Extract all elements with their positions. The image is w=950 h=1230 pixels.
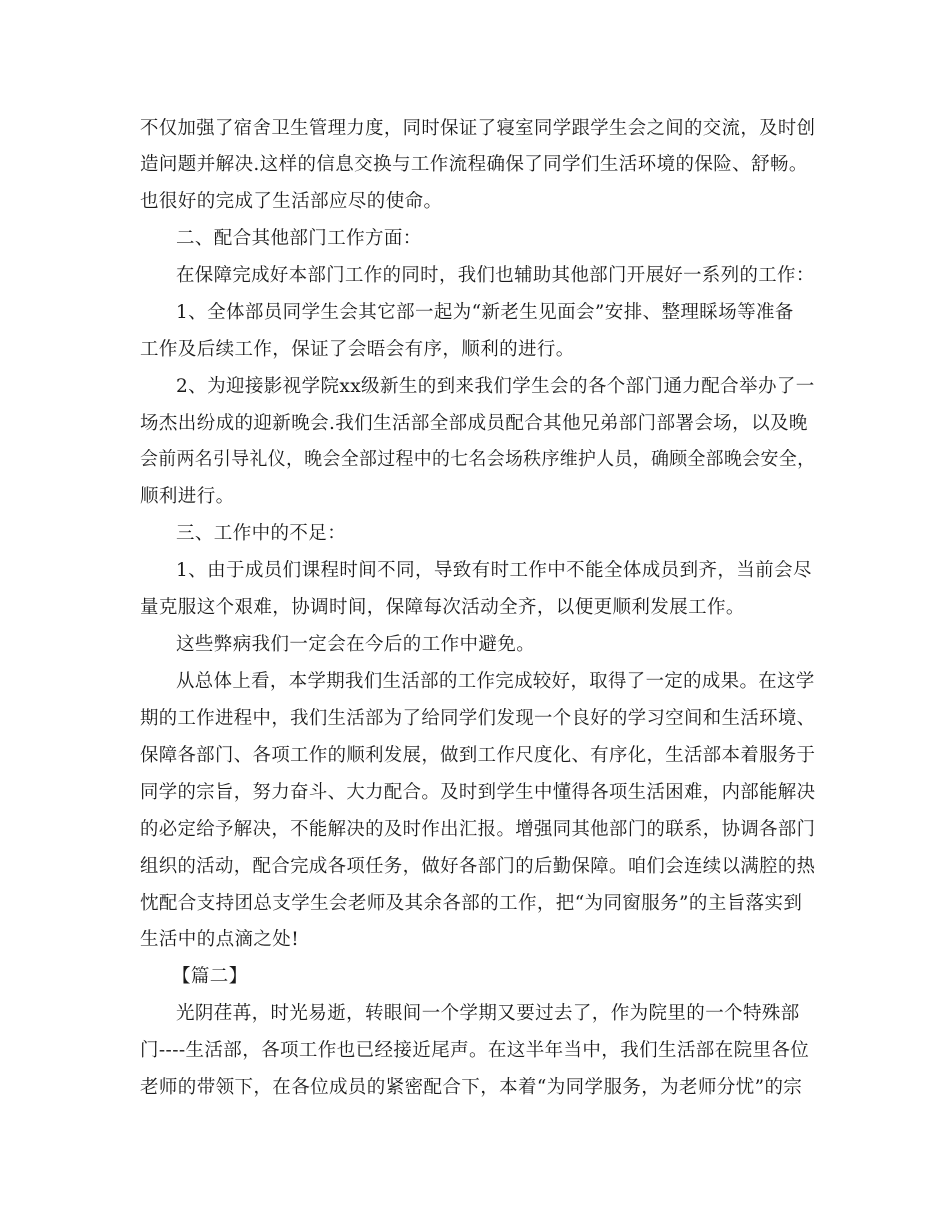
paragraph-line: 在保障完成好本部门工作的同时，我们也辅助其他部门开展好一系列的工作： xyxy=(176,265,815,286)
paragraph-line: 的必定给予解决，不能解决的及时作出汇报。增强同其他部门的联系，协调各部门 xyxy=(140,819,816,840)
paragraph-line: 老师的带领下，在各位成员的紧密配合下，本着“为同学服务，为老师分忧”的宗 xyxy=(140,1077,803,1098)
list-item: 1、由于成员们课程时间不同，导致有时工作中不能全体成员到齐，当前会尽 xyxy=(176,560,812,581)
paragraph-line: 不仅加强了宿舍卫生管理力度，同时保证了寝室同学跟学生会之间的交流，及时创 xyxy=(140,118,816,139)
paragraph-line: 期的工作进程中，我们生活部为了给同学们发现一个良好的学习空间和生活环境、 xyxy=(140,708,816,729)
paragraph-line: 门----生活部，各项工作也已经接近尾声。在这半年当中，我们生活部在院里各位 xyxy=(140,1040,810,1061)
section-title: 【篇二】 xyxy=(172,966,248,987)
paragraph-line: 会前两名引导礼仪，晚会全部过程中的七名会场秩序维护人员，确顾全部晚会安全， xyxy=(140,449,816,470)
paragraph-line: 光阴荏苒，时光易逝，转眼间一个学期又要过去了，作为院里的一个特殊部 xyxy=(176,1003,800,1024)
paragraph-line: 造问题并解决.这样的信息交换与工作流程确保了同学们生活环境的保险、舒畅。 xyxy=(140,154,808,175)
paragraph-line: 也很好的完成了生活部应尽的使命。 xyxy=(140,191,443,212)
paragraph-line: 这些弊病我们一定会在今后的工作中避免。 xyxy=(176,634,536,655)
list-item: 1、全体部员同学生会其它部一起为“新老生见面会”安排、整理睬场等准备 xyxy=(176,302,794,323)
paragraph-line: 同学的宗旨，努力奋斗、大力配合。及时到学生中懂得各项生活困难，内部能解决 xyxy=(140,782,816,803)
paragraph-line: 从总体上看，本学期我们生活部的工作完成较好，取得了一定的成果。在这学 xyxy=(176,671,815,692)
paragraph-line: 顺利进行。 xyxy=(140,486,235,507)
paragraph-line: 组织的活动，配合完成各项任务，做好各部门的后勤保障。咱们会连续以满腔的热 xyxy=(140,856,816,877)
list-item: 2、为迎接影视学院xx级新生的到来我们学生会的各个部门通力配合举办了一 xyxy=(176,376,815,397)
paragraph-line: 场杰出纷成的迎新晚会.我们生活部全部成员配合其他兄弟部门部署会场，以及晚 xyxy=(140,413,808,434)
paragraph-line: 工作及后续工作，保证了会晤会有序，顺利的进行。 xyxy=(140,339,575,360)
paragraph-line: 保障各部门、各项工作的顺利发展，做到工作尺度化、有序化，生活部本着服务于 xyxy=(140,745,816,766)
section-heading: 三、工作中的不足： xyxy=(176,523,347,544)
paragraph-line: 忱配合支持团总支学生会老师及其余各部的工作，把“为同窗服务”的主旨落实到 xyxy=(140,893,803,914)
paragraph-line: 生活中的点滴之处! xyxy=(140,929,300,950)
section-heading: 二、配合其他部门工作方面： xyxy=(176,228,422,249)
paragraph-line: 量克服这个艰难，协调时间，保障每次活动全齐，以便更顺利发展工作。 xyxy=(140,597,745,618)
